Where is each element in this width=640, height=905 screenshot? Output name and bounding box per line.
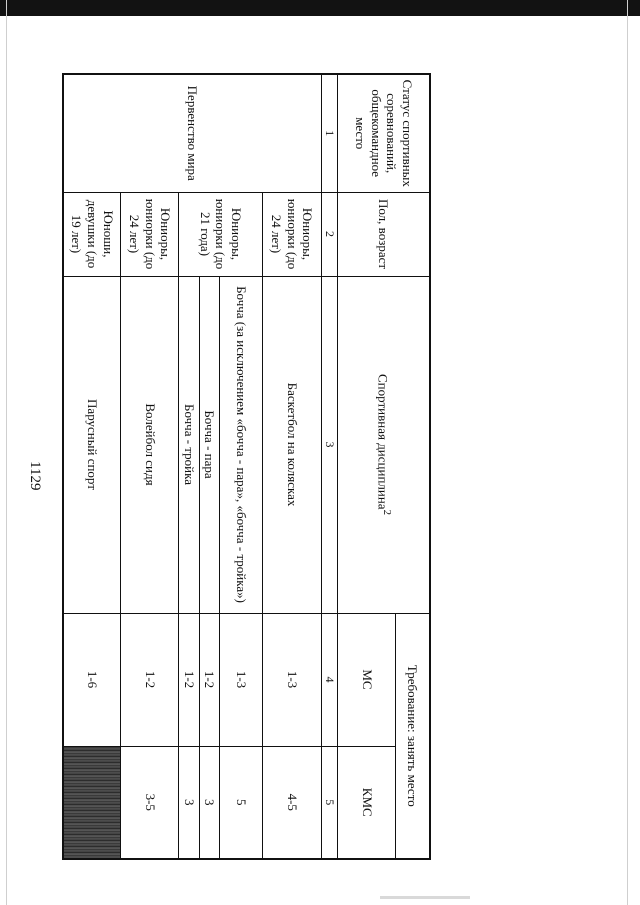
table-row <box>262 74 321 859</box>
discipline-footnote-mark: 2 <box>380 509 393 515</box>
header-requirement: Требование: занять место <box>396 613 430 859</box>
page-number: 1129 <box>27 461 43 491</box>
header-discipline-text: Спортивная дисциплина <box>375 374 391 510</box>
ms-cell: 1-2 <box>199 613 219 746</box>
discipline-cell: Бочча (за исключением «бочча - пара», «бочча - тройка») <box>220 276 263 613</box>
column-number: 5 <box>321 746 337 859</box>
column-number: 3 <box>321 276 337 613</box>
discipline-cell: Баскетбол на колясках <box>262 276 321 613</box>
kms-cell: 4-5 <box>262 746 321 859</box>
column-number: 4 <box>321 613 337 746</box>
kms-cell: 5 <box>220 746 263 859</box>
gender-age-cell: Юноши, девушки (до 19 лет) <box>63 192 121 276</box>
kms-cell: 3 <box>179 746 199 859</box>
ms-cell: 1-6 <box>63 613 121 746</box>
table-row <box>121 74 179 859</box>
discipline-cell: Парусный спорт <box>63 276 121 613</box>
header-discipline <box>338 276 430 613</box>
sport-requirements-table <box>62 73 431 860</box>
scan-bottom-mark <box>380 896 470 899</box>
header-ms: МС <box>338 613 396 746</box>
scan-top-bar <box>0 0 640 16</box>
gender-age-cell: Юниоры, юниорки (до 24 лет) <box>121 192 179 276</box>
header-gender-age: Пол, возраст <box>338 192 430 276</box>
ms-cell: 1-2 <box>179 613 199 746</box>
header-status: Статус спортивных соревнований, общекомандное место <box>338 74 430 192</box>
scan-right-edge <box>627 0 628 905</box>
kms-cell: 3-5 <box>121 746 179 859</box>
discipline-cell: Волейбол сидя <box>121 276 179 613</box>
table-row <box>220 74 263 859</box>
status-cell: Первенство мира <box>63 74 321 192</box>
kms-cell-shaded <box>63 746 121 859</box>
header-kms: КМС <box>338 746 396 859</box>
rotated-table-container <box>62 73 431 858</box>
kms-cell: 3 <box>199 746 219 859</box>
discipline-cell: Бочча - пара <box>199 276 219 613</box>
column-numbers-row <box>321 74 337 859</box>
gender-age-cell: Юниоры, юниорки (до 21 года) <box>179 192 263 276</box>
scan-left-edge <box>6 0 7 905</box>
ms-cell: 1-2 <box>121 613 179 746</box>
ms-cell: 1-3 <box>262 613 321 746</box>
gender-age-cell: Юниоры, юниорки (до 24 лет) <box>262 192 321 276</box>
ms-cell: 1-3 <box>220 613 263 746</box>
column-number: 2 <box>321 192 337 276</box>
header-row-1 <box>396 74 430 859</box>
table-row <box>63 74 121 859</box>
discipline-cell: Бочча - тройка <box>179 276 199 613</box>
column-number: 1 <box>321 74 337 192</box>
